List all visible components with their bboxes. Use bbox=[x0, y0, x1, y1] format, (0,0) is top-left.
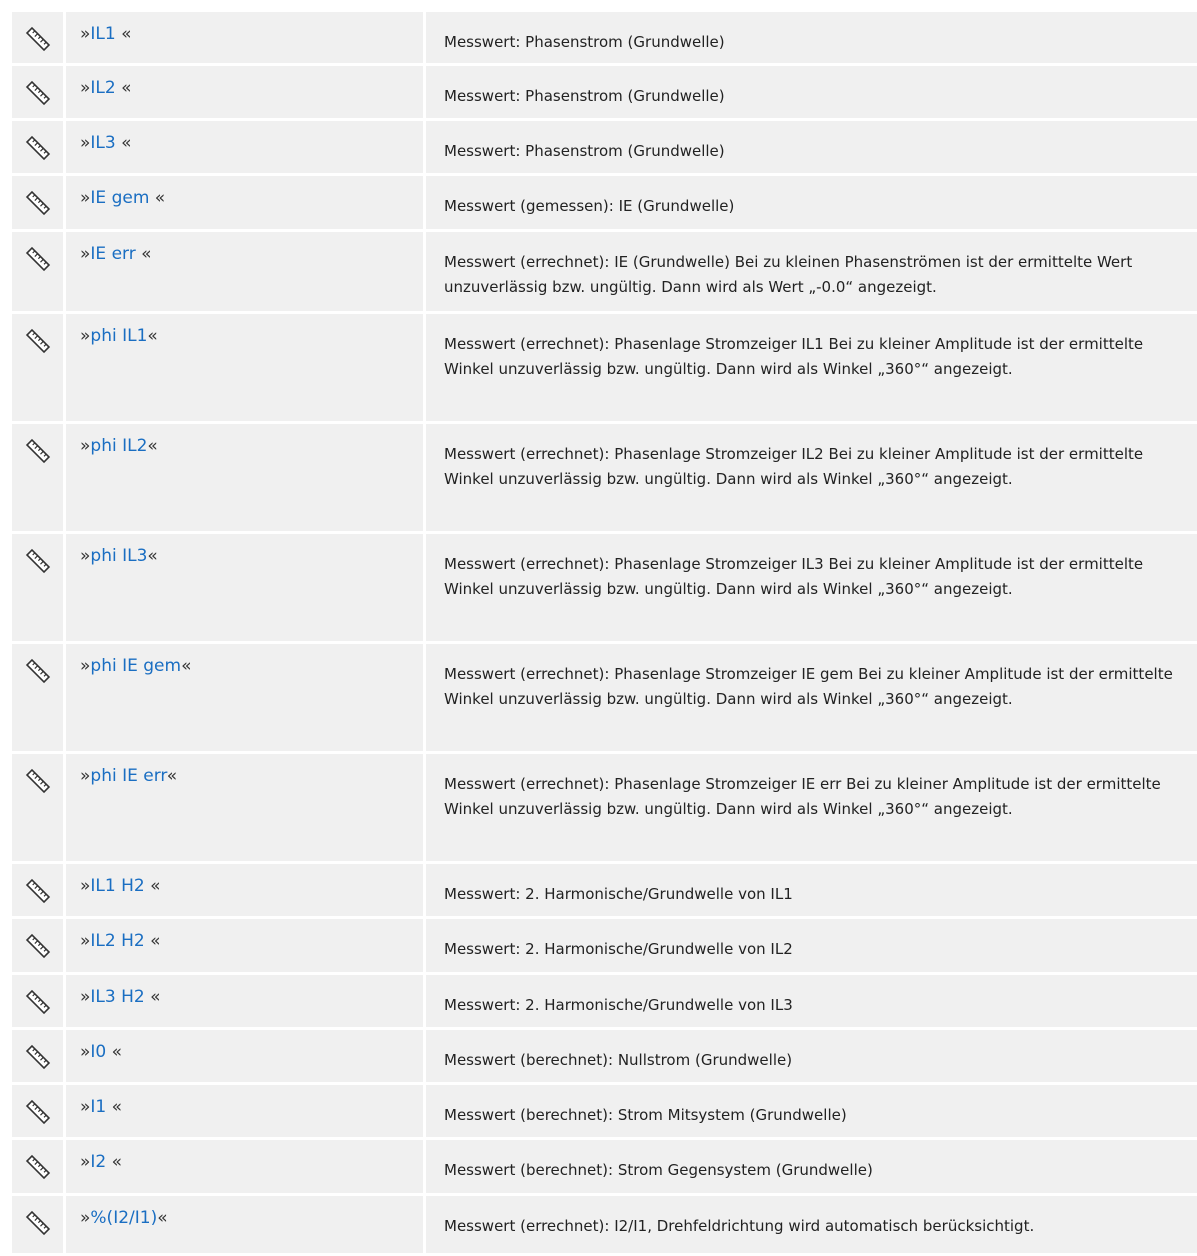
parameter-description: Messwert: 2. Harmonische/Grundwelle von IL2 bbox=[444, 940, 793, 958]
table-row bbox=[12, 1196, 1197, 1256]
icon-cell bbox=[12, 644, 66, 751]
parameter-description: Messwert: Phasenstrom (Grundwelle) bbox=[444, 87, 725, 105]
parameter-name-cell bbox=[66, 424, 426, 531]
icon-cell bbox=[12, 12, 66, 63]
table-row bbox=[12, 424, 1197, 534]
table-row bbox=[12, 12, 1197, 66]
close-guillemet: « bbox=[181, 656, 192, 676]
parameter-link[interactable]: IE err bbox=[90, 244, 136, 264]
parameter-link[interactable]: IL2 H2 bbox=[90, 931, 145, 951]
ruler-icon bbox=[25, 26, 51, 52]
table-row bbox=[12, 919, 1197, 975]
open-guillemet: » bbox=[80, 766, 91, 786]
ruler-icon bbox=[25, 1044, 51, 1070]
ruler-icon bbox=[25, 246, 51, 272]
parameter-description: Messwert: 2. Harmonische/Grundwelle von IL1 bbox=[444, 885, 793, 903]
icon-cell bbox=[12, 232, 66, 311]
parameter-description: Messwert (errechnet): IE (Grundwelle) Bei zu kleinen Phasenströmen ist der ermittelte Wert unzuverlässig bzw. ungültig. Dann wird als Wert „-0.0“ angezeigt. bbox=[444, 253, 1133, 296]
parameter-name-cell bbox=[66, 232, 426, 311]
open-guillemet: » bbox=[80, 1208, 91, 1228]
icon-cell bbox=[12, 66, 66, 118]
close-guillemet: « bbox=[147, 436, 158, 456]
icon-cell bbox=[12, 314, 66, 421]
icon-cell bbox=[12, 1140, 66, 1193]
table-row bbox=[12, 314, 1197, 424]
open-guillemet: » bbox=[80, 1042, 91, 1062]
parameter-name-cell bbox=[66, 66, 426, 118]
ruler-icon bbox=[25, 768, 51, 794]
parameter-table bbox=[12, 12, 1197, 1256]
parameter-description: Messwert (errechnet): Phasenlage Stromzeiger IL2 Bei zu kleiner Amplitude ist der ermittelte Winkel unzuverlässig bzw. ungültig. Dann wird als Winkel „360°“ angezeigt. bbox=[444, 445, 1144, 488]
parameter-description: Messwert (errechnet): Phasenlage Stromzeiger IL3 Bei zu kleiner Amplitude ist der ermittelte Winkel unzuverlässig bzw. ungültig. Dann wird als Winkel „360°“ angezeigt. bbox=[444, 555, 1144, 598]
table-row bbox=[12, 176, 1197, 232]
open-guillemet: » bbox=[80, 326, 91, 346]
parameter-link[interactable]: IL3 bbox=[90, 133, 116, 153]
close-guillemet: « bbox=[144, 876, 161, 896]
close-guillemet: « bbox=[135, 244, 152, 264]
close-guillemet: « bbox=[149, 188, 166, 208]
table-row bbox=[12, 121, 1197, 176]
ruler-icon bbox=[25, 135, 51, 161]
parameter-name-cell bbox=[66, 1085, 426, 1137]
parameter-link[interactable]: phi IL3 bbox=[90, 546, 148, 566]
table-row bbox=[12, 1030, 1197, 1085]
parameter-name-cell bbox=[66, 864, 426, 916]
parameter-description: Messwert (gemessen): IE (Grundwelle) bbox=[444, 197, 735, 215]
parameter-name-cell bbox=[66, 314, 426, 421]
open-guillemet: » bbox=[80, 188, 91, 208]
icon-cell bbox=[12, 919, 66, 972]
open-guillemet: » bbox=[80, 24, 91, 44]
parameter-link[interactable]: IL3 H2 bbox=[90, 987, 145, 1007]
ruler-icon bbox=[25, 438, 51, 464]
ruler-icon bbox=[25, 80, 51, 106]
table-row bbox=[12, 975, 1197, 1030]
parameter-link[interactable]: phi IE err bbox=[90, 766, 167, 786]
icon-cell bbox=[12, 176, 66, 229]
icon-cell bbox=[12, 1030, 66, 1082]
parameter-name-cell bbox=[66, 176, 426, 229]
parameter-description: Messwert (errechnet): Phasenlage Stromzeiger IE err Bei zu kleiner Amplitude ist der ermittelte Winkel unzuverlässig bzw. ungültig. Dann wird als Winkel „360°“ angezeigt. bbox=[444, 775, 1161, 818]
parameter-name-cell bbox=[66, 121, 426, 173]
parameter-name-cell bbox=[66, 1196, 426, 1253]
parameter-name-cell bbox=[66, 12, 426, 63]
close-guillemet: « bbox=[147, 326, 158, 346]
parameter-link[interactable]: phi IL1 bbox=[90, 326, 148, 346]
parameter-name-cell bbox=[66, 644, 426, 751]
icon-cell bbox=[12, 975, 66, 1027]
icon-cell bbox=[12, 424, 66, 531]
parameter-description: Messwert: Phasenstrom (Grundwelle) bbox=[444, 33, 725, 51]
parameter-description: Messwert (errechnet): I2/I1, Drehfeldrichtung wird automatisch berücksichtigt. bbox=[444, 1217, 1035, 1235]
icon-cell bbox=[12, 121, 66, 173]
parameter-description: Messwert: Phasenstrom (Grundwelle) bbox=[444, 142, 725, 160]
close-guillemet: « bbox=[147, 546, 158, 566]
close-guillemet: « bbox=[157, 1208, 168, 1228]
icon-cell bbox=[12, 1085, 66, 1137]
open-guillemet: » bbox=[80, 1152, 91, 1172]
table-row bbox=[12, 1085, 1197, 1140]
close-guillemet: « bbox=[144, 987, 161, 1007]
ruler-icon bbox=[25, 989, 51, 1015]
close-guillemet: « bbox=[115, 78, 132, 98]
icon-cell bbox=[12, 864, 66, 916]
icon-cell bbox=[12, 1196, 66, 1253]
ruler-icon bbox=[25, 1210, 51, 1236]
parameter-name-cell bbox=[66, 1030, 426, 1082]
ruler-icon bbox=[25, 1099, 51, 1125]
open-guillemet: » bbox=[80, 931, 91, 951]
table-row bbox=[12, 754, 1197, 864]
ruler-icon bbox=[25, 933, 51, 959]
open-guillemet: » bbox=[80, 78, 91, 98]
ruler-icon bbox=[25, 658, 51, 684]
open-guillemet: » bbox=[80, 244, 91, 264]
ruler-icon bbox=[25, 190, 51, 216]
ruler-icon bbox=[25, 328, 51, 354]
parameter-link[interactable]: %(I2/I1) bbox=[90, 1208, 158, 1228]
parameter-name-cell bbox=[66, 754, 426, 861]
ruler-icon bbox=[25, 548, 51, 574]
table-row bbox=[12, 534, 1197, 644]
table-row bbox=[12, 66, 1197, 121]
ruler-icon bbox=[25, 878, 51, 904]
parameter-link[interactable]: phi IE gem bbox=[90, 656, 182, 676]
parameter-link[interactable]: I1 bbox=[90, 1097, 107, 1117]
parameter-description: Messwert (berechnet): Strom Mitsystem (Grundwelle) bbox=[444, 1106, 847, 1124]
parameter-link[interactable]: IL1 H2 bbox=[90, 876, 145, 896]
close-guillemet: « bbox=[106, 1152, 123, 1172]
open-guillemet: » bbox=[80, 1097, 91, 1117]
parameter-description: Messwert (errechnet): Phasenlage Stromzeiger IE gem Bei zu kleiner Amplitude ist der ermittelte Winkel unzuverlässig bzw. ungültig. Dann wird als Winkel „360°“ angezeigt. bbox=[444, 665, 1173, 708]
open-guillemet: » bbox=[80, 436, 91, 456]
open-guillemet: » bbox=[80, 133, 91, 153]
parameter-link[interactable]: IL2 bbox=[90, 78, 116, 98]
open-guillemet: » bbox=[80, 656, 91, 676]
parameter-description: Messwert (berechnet): Strom Gegensystem (Grundwelle) bbox=[444, 1161, 873, 1179]
parameter-name-cell bbox=[66, 919, 426, 972]
open-guillemet: » bbox=[80, 987, 91, 1007]
open-guillemet: » bbox=[80, 876, 91, 896]
parameter-link[interactable]: I0 bbox=[90, 1042, 107, 1062]
ruler-icon bbox=[25, 1154, 51, 1180]
parameter-description: Messwert: 2. Harmonische/Grundwelle von IL3 bbox=[444, 996, 793, 1014]
table-row bbox=[12, 644, 1197, 754]
table-row bbox=[12, 864, 1197, 919]
parameter-description: Messwert (berechnet): Nullstrom (Grundwelle) bbox=[444, 1051, 793, 1069]
parameter-description: Messwert (errechnet): Phasenlage Stromzeiger IL1 Bei zu kleiner Amplitude ist der ermittelte Winkel unzuverlässig bzw. ungültig. Dann wird als Winkel „360°“ angezeigt. bbox=[444, 335, 1144, 378]
parameter-link[interactable]: IE gem bbox=[90, 188, 150, 208]
close-guillemet: « bbox=[115, 133, 132, 153]
table-row bbox=[12, 1140, 1197, 1196]
close-guillemet: « bbox=[144, 931, 161, 951]
close-guillemet: « bbox=[115, 24, 132, 44]
table-row bbox=[12, 232, 1197, 314]
parameter-link[interactable]: I2 bbox=[90, 1152, 107, 1172]
open-guillemet: » bbox=[80, 546, 91, 566]
close-guillemet: « bbox=[106, 1097, 123, 1117]
close-guillemet: « bbox=[166, 766, 178, 786]
icon-cell bbox=[12, 754, 66, 861]
icon-cell bbox=[12, 534, 66, 641]
parameter-name-cell bbox=[66, 975, 426, 1027]
parameter-name-cell bbox=[66, 1140, 426, 1193]
parameter-link[interactable]: phi IL2 bbox=[90, 436, 148, 456]
close-guillemet: « bbox=[106, 1042, 123, 1062]
parameter-link[interactable]: IL1 bbox=[90, 24, 116, 44]
parameter-name-cell bbox=[66, 534, 426, 641]
